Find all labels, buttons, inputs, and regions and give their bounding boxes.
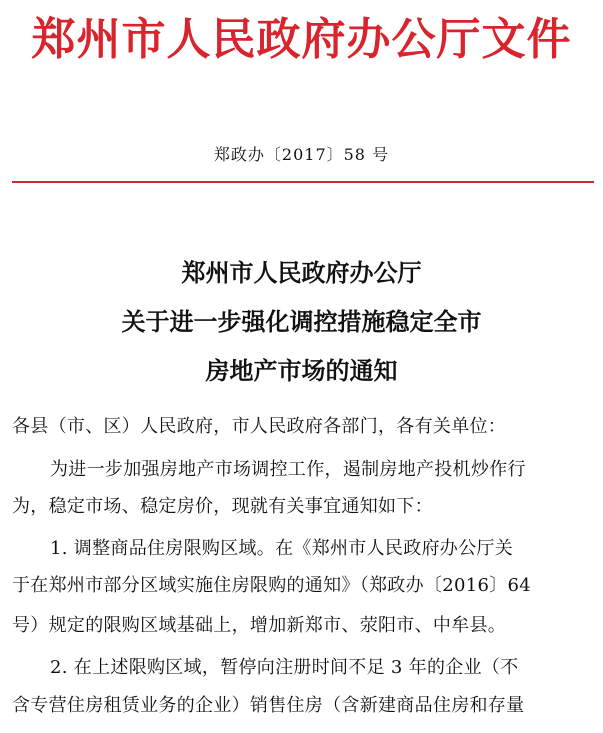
red-divider-line	[12, 181, 594, 183]
document-number: 郑政办〔2017〕58 号	[213, 145, 390, 164]
notice-title-line-2: 关于进一步强化调控措施稳定全市	[121, 307, 482, 336]
notice-title-line-1: 郑州市人民政府办公厅	[181, 258, 422, 287]
body-paragraph-1-line-1: 为进一步加强房地产市场调控工作，遏制房地产投机炒作行	[50, 459, 526, 480]
body-paragraph-1-line-2: 为，稳定市场、稳定房价，现就有关事宜通知如下：	[12, 496, 433, 517]
body-paragraph-2-line-2: 于在郑州市部分区域实施住房限购的通知》（郑政办〔2016〕64	[12, 575, 532, 596]
body-paragraph-3-line-1: 2. 在上述限购区域，暂停向注册时间不足 3 年的企业（不	[50, 657, 519, 678]
masthead-title: 郑州市人民政府办公厅文件	[31, 14, 572, 65]
body-paragraph-2-line-1: 1. 调整商品住房限购区域。在《郑州市人民政府办公厅关	[50, 538, 513, 559]
body-paragraph-2-line-3: 号）规定的限购区域基础上，增加新郑市、荥阳市、中牟县。	[12, 615, 507, 636]
notice-title-line-3: 房地产市场的通知	[205, 356, 398, 385]
body-paragraph-3-line-2: 含专营住房租赁业务的企业）销售住房（含新建商品住房和存量	[12, 695, 525, 716]
addressee-line: 各县（市、区）人民政府，市人民政府各部门，各有关单位：	[12, 416, 507, 437]
